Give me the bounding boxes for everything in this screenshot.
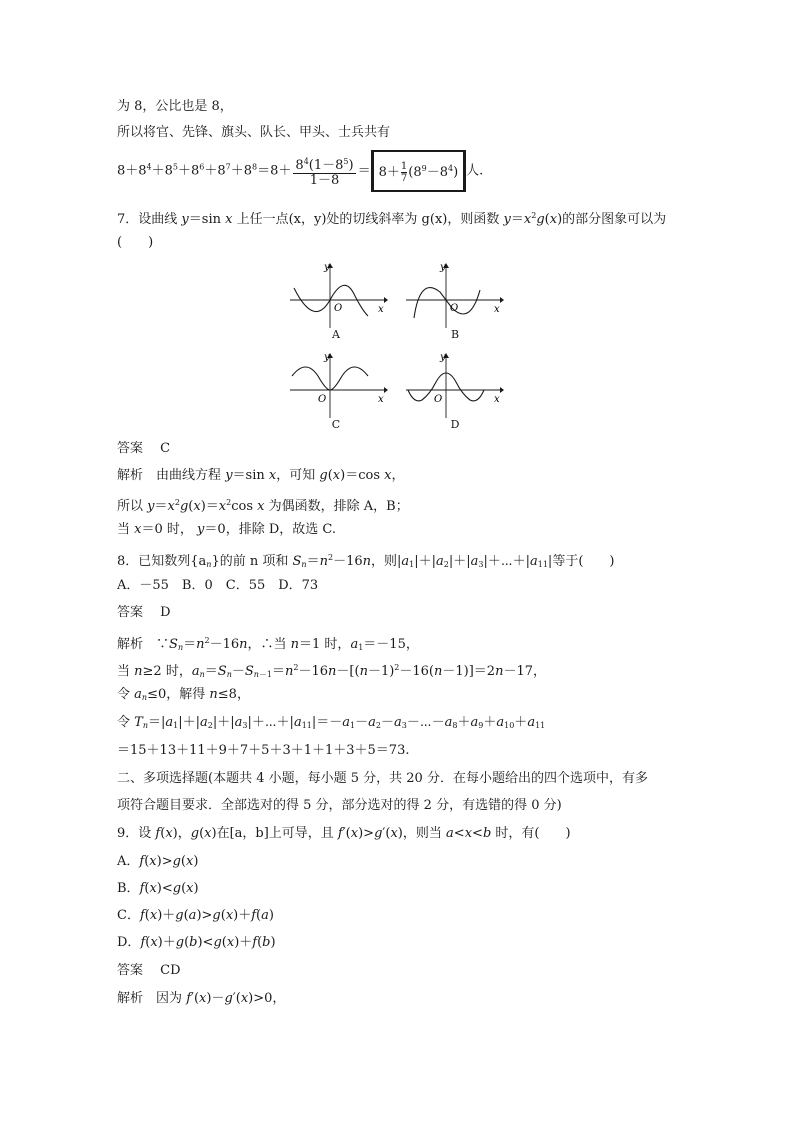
q9-stem: 9．设 f(x)，g(x)在[a，b]上可导，且 f′(x)>g′(x)，则当 a<x<b 时，有( ) [117,826,571,841]
section2-line1: 二、多项选择题(本题共 4 小题，每小题 5 分，共 20 分．在每小题给出的四个选项中，有多 [117,771,648,786]
sum-formula: $8+8^4+8^5+8^6+8^7+8^8=8+$ $\frac{8^4(1-8^5)}{1-8}$ ＝ 8＋ $\frac{1}{7}$ $(8^9-8^4)$ 人. [117,150,483,192]
q8-analysis-2: 当 n≥2 时，$a_n=S_n-S_{n-1}=n^2-16n-[(n-1)^2-16(n-1)]=2n-17$， [117,663,546,679]
graph-b-label: B [450,328,460,341]
graph-c [288,348,398,420]
text-line-1: 为 8，公比也是 8， [117,99,233,114]
q9-answer: 答案 CD [117,963,181,978]
q7-paren: ( ) [117,235,154,250]
graph-a [288,258,398,330]
svg-text:x: x [494,394,500,405]
svg-text:y: y [440,262,446,273]
graph-a-label: A [332,328,340,341]
q9-option-c: C．f(x)＋g(a)>g(x)＋f(a) [117,908,274,923]
svg-text:y: y [440,352,446,363]
q8-analysis-3: 令 $a_n\le 0$，解得 n≤8， [117,687,250,702]
q7-analysis-3: 当 x＝0 时， y＝0，排除 D，故选 C. [117,522,336,537]
q8-stem: 8．已知数列$\{a_n\}$的前 n 项和 $S_n=n^2-16n$，则$|a_1|+|a_2|+|a_3|+\cdots+|a_{11}|$等于( ) [117,553,615,569]
section2-line2: 项符合题目要求．全部选对的得 5 分，部分选对的得 2 分，有选错的得 0 分) [117,798,562,813]
svg-text:x: x [494,304,500,315]
svg-text:O: O [318,394,327,405]
graph-b [404,258,514,330]
svg-text:y: y [324,352,330,363]
text-line-2: 所以将官、先锋、旗头、队长、甲头、士兵共有 [117,125,391,140]
graph-c-label: C [331,418,341,431]
q9-analysis-1: 解析 因为 f′(x)－g′(x)>0， [117,991,286,1006]
q8-options: A．－55 B．0 C．55 D．73 [117,578,319,593]
q8-analysis-5: ＝15＋13＋11＋9＋7＋5＋3＋1＋1＋3＋5＝73. [117,743,410,758]
q7-answer: 答案 C [117,441,171,456]
q7-stem: 7．设曲线 y＝sin x 上任一点(x，y)处的切线斜率为 g(x)，则函数 $y=x^2g(x)$的部分图象可以为 [117,211,667,227]
q8-analysis-1: 解析 $\because S_n=n^2-16n$，∴当 n＝1 时，$a_1=-15$， [117,636,419,652]
svg-text:x: x [378,304,384,315]
q9-option-d: D．f(x)＋g(b)<g(x)＋f(b) [117,935,276,950]
svg-text:y: y [324,262,330,273]
q9-option-b: B．f(x)<g(x) [117,881,199,896]
svg-text:x: x [378,394,384,405]
graph-d [404,348,514,420]
svg-text:O: O [450,303,459,314]
q8-answer: 答案 D [117,605,171,620]
q7-analysis-1: 解析 由曲线方程 y＝sin x，可知 g(x)＝cos x， [117,468,405,483]
svg-text:O: O [434,394,443,405]
q9-option-a: A．f(x)>g(x) [117,854,199,869]
q7-analysis-2: 所以 $y=x^2g(x)=x^2\cos$ x 为偶函数，排除 A，B； [117,498,409,514]
graph-d-label: D [450,418,460,431]
q8-analysis-4: 令 $T_n=|a_1|+|a_2|+|a_3|+\cdots+|a_{11}|=-a_1-a_2-a_3-\cdots-a_8+a_9+a_{10}+a_{11}$ [117,715,546,730]
svg-text:O: O [334,303,343,314]
